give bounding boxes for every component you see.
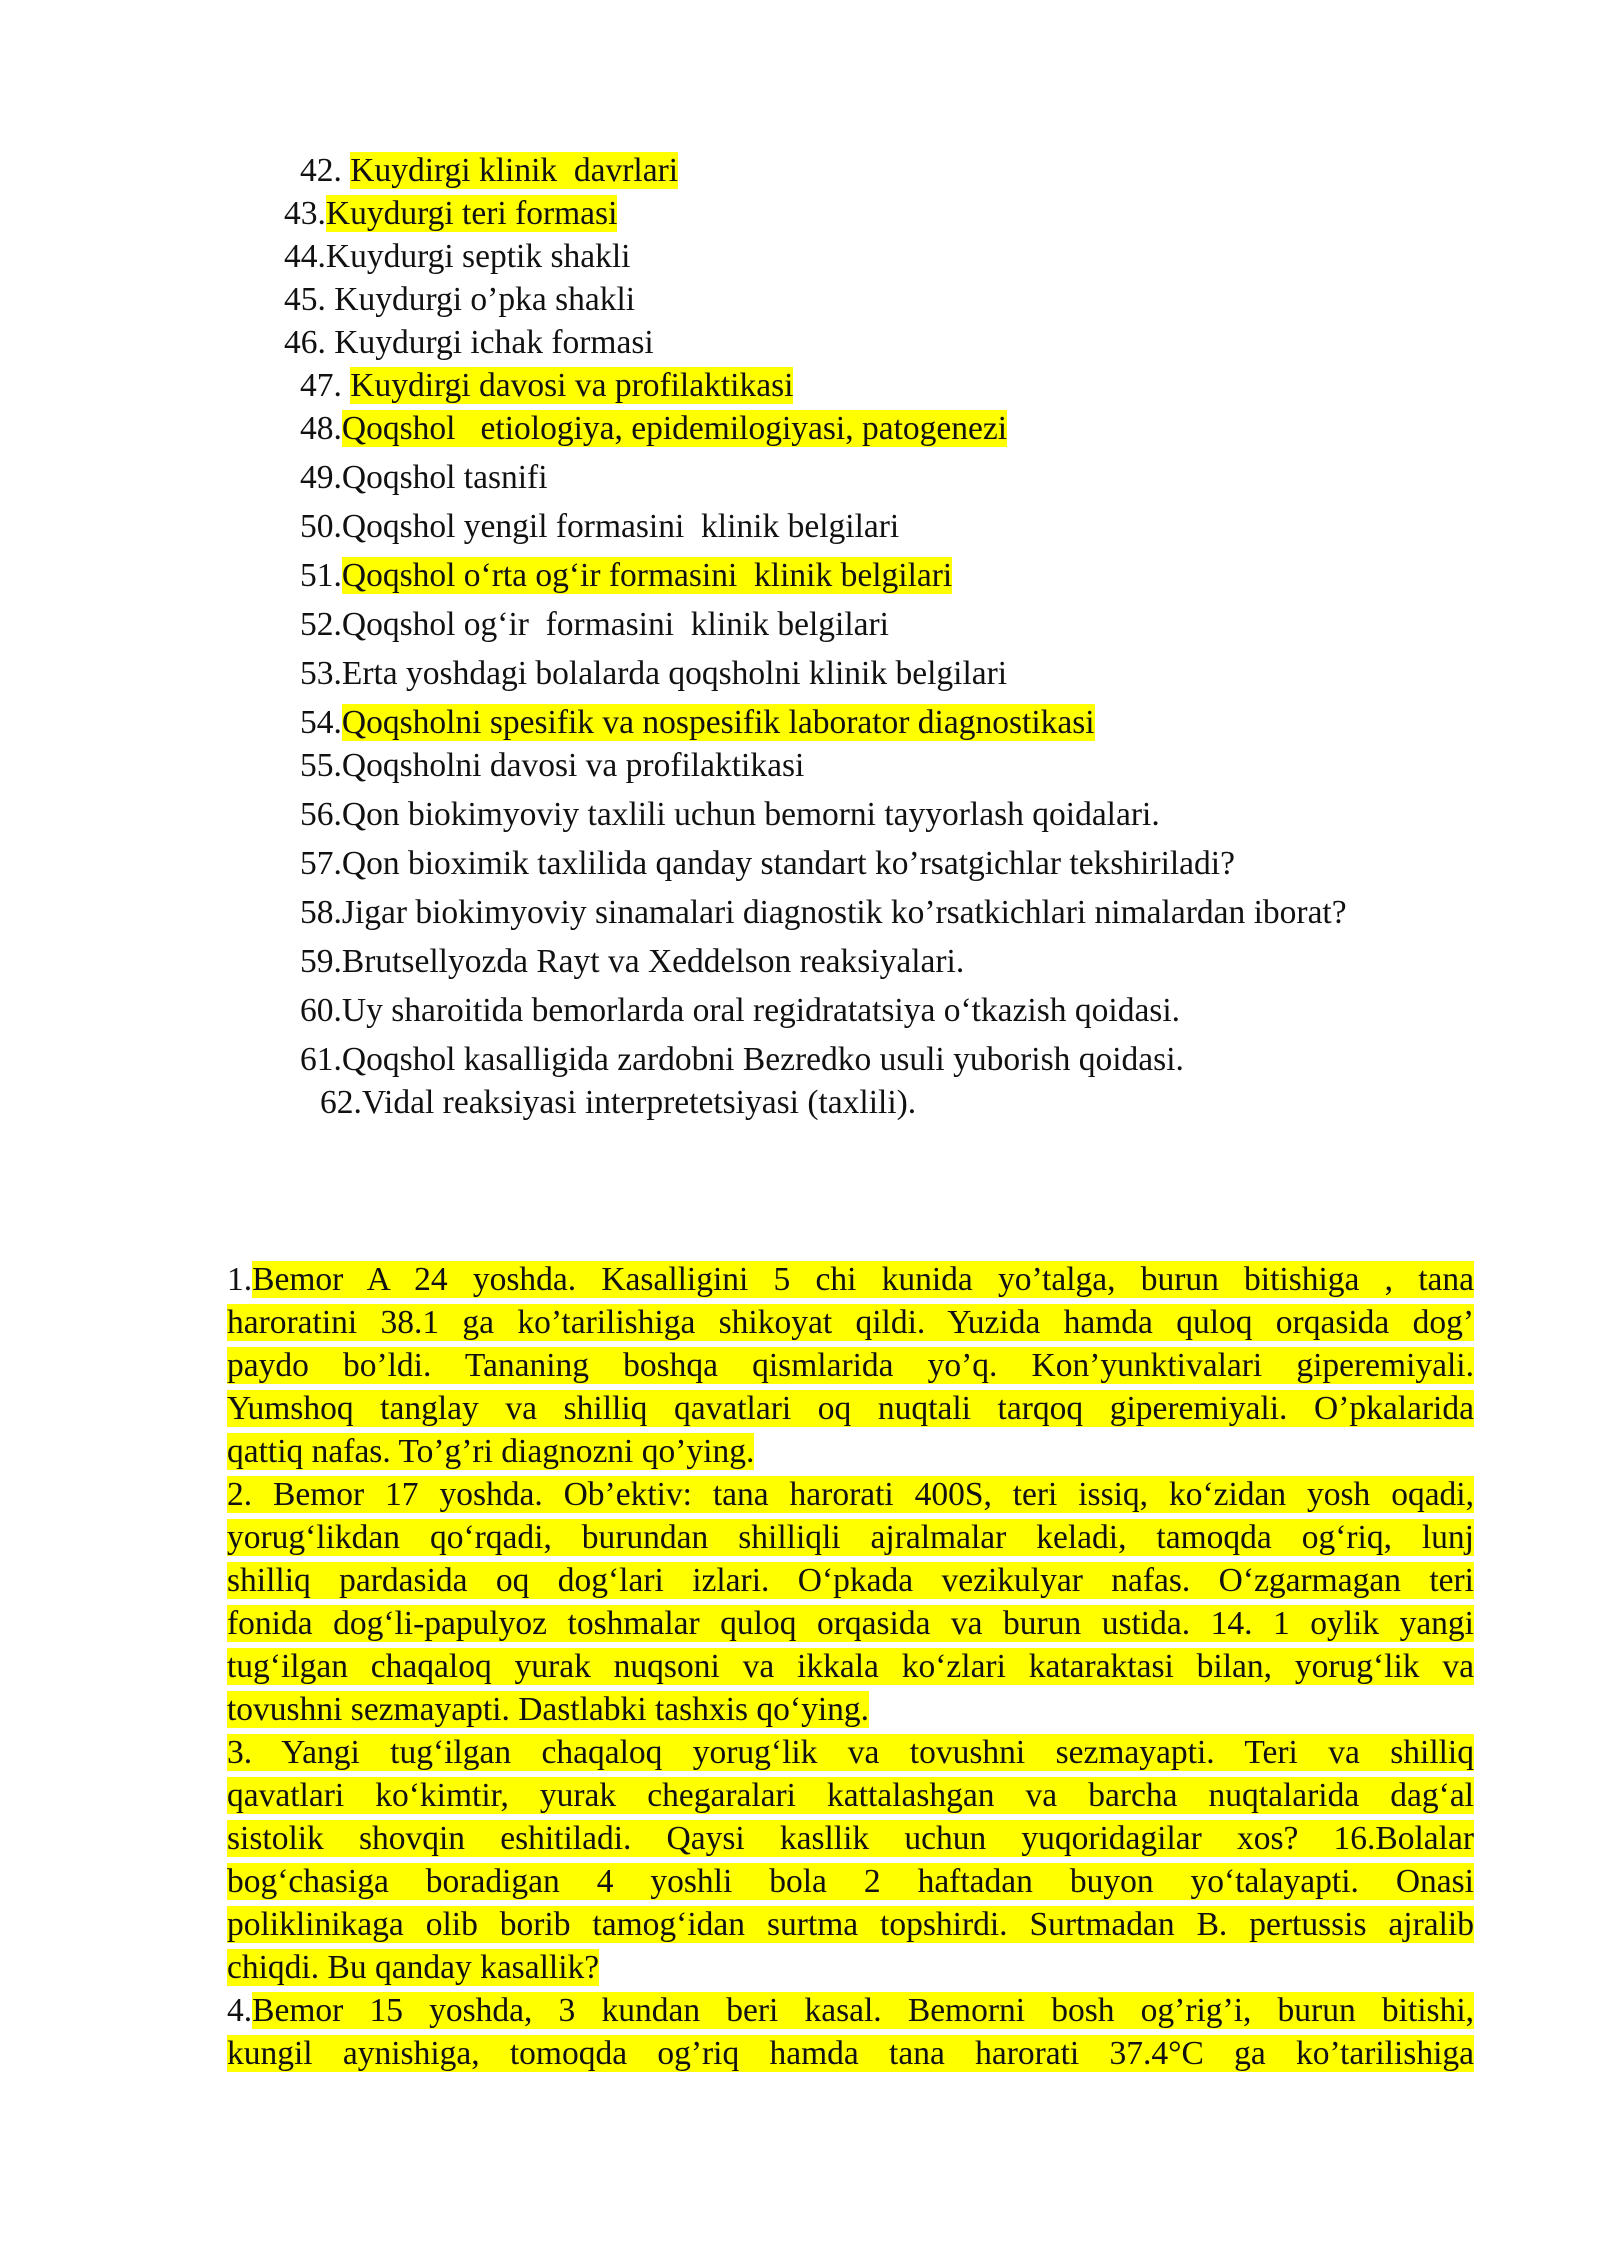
- question-number: 47.: [300, 367, 351, 404]
- case-line: haroratini 38.1 ga ko’tarilishiga shikoyat qildi. Yuzida hamda quloq orqasida dog’: [227, 1304, 1474, 1341]
- case-problems: [227, 1258, 1474, 2075]
- question-text: Qoqshol etiologiya, epidemilogiyasi, patogenezi: [341, 410, 1008, 447]
- question-number: 54.: [300, 704, 342, 741]
- case-line: shilliq pardasida oq dog‘lari izlari. O‘pkada vezikulyar nafas. O‘zgarmagan teri: [227, 1562, 1474, 1599]
- question-text: Uy sharoitida bemorlarda oral regidratatsiya o‘tkazish qoidasi.: [341, 992, 1181, 1029]
- list-item: [320, 1082, 916, 1124]
- list-item: [300, 1039, 1184, 1081]
- question-text: Vidal reaksiyasi interpretetsiyasi (taxlili).: [361, 1084, 917, 1121]
- question-number: 50.: [300, 508, 342, 545]
- question-number: 56.: [300, 796, 342, 833]
- list-item: [300, 506, 899, 548]
- question-number: 45.: [284, 281, 335, 318]
- case-line: paydo bo’ldi. Tananing boshqa qismlarida yo’q. Kon’yunktivalari giperemiyali.: [227, 1347, 1474, 1384]
- case-text: Bemor A 24 yoshda. Kasalligini 5 chi kunida yo’talga, burun bitishiga , tana: [252, 1261, 1474, 1298]
- list-item: [300, 365, 793, 407]
- case-line: poliklinikaga olib borib tamog‘idan surtma topshirdi. Surtmadan B. pertussis ajralib: [227, 1906, 1474, 1943]
- list-item: [284, 236, 630, 278]
- question-number: 61.: [300, 1041, 342, 1078]
- question-text: Qoqsholni spesifik va nospesifik laborator diagnostikasi: [341, 704, 1095, 741]
- case-line: sistolik shovqin eshitiladi. Qaysi kasllik uchun yuqoridagilar xos? 16.Bolalar: [227, 1820, 1474, 1857]
- question-text: Qoqshol kasalligida zardobni Bezredko usuli yuborish qoidasi.: [341, 1041, 1184, 1078]
- case-line: qavatlari ko‘kimtir, yurak chegaralari kattalashgan va barcha nuqtalarida dag‘al: [227, 1777, 1474, 1814]
- question-number: 48.: [300, 410, 342, 447]
- list-item: [300, 408, 1007, 450]
- question-text: Qon biokimyoviy taxlili uchun bemorni tayyorlash qoidalari.: [341, 796, 1160, 833]
- list-item: [300, 892, 1347, 934]
- list-item: [300, 457, 548, 499]
- case-line: kungil aynishiga, tomoqda og’riq hamda tana harorati 37.4°C ga ko’tarilishiga: [227, 2035, 1474, 2072]
- list-item: [284, 193, 617, 235]
- case-line: 3. Yangi tug‘ilgan chaqaloq yorug‘lik va tovushni sezmayapti. Teri va shilliq: [227, 1734, 1474, 1771]
- question-text: Qoqshol og‘ir formasini klinik belgilari: [341, 606, 889, 643]
- case-3: [227, 1731, 1474, 1989]
- list-item: [300, 604, 889, 646]
- question-number: 57.: [300, 845, 342, 882]
- question-number: 60.: [300, 992, 342, 1029]
- question-number: 46.: [284, 324, 335, 361]
- question-text: Kuydurgi o’pka shakli: [334, 281, 636, 318]
- case-number: 4.: [227, 1992, 253, 2029]
- question-number: 52.: [300, 606, 342, 643]
- list-item: [300, 745, 804, 787]
- case-line: tug‘ilgan chaqaloq yurak nuqsoni va ikkala ko‘zlari kataraktasi bilan, yorug‘lik va: [227, 1648, 1474, 1685]
- question-text: Qoqshol yengil formasini klinik belgilari: [341, 508, 900, 545]
- case-text: Bemor 15 yoshda, 3 kundan beri kasal. Bemorni bosh og’rig’i, burun bitishi,: [252, 1992, 1474, 2029]
- question-text: Qon bioximik taxlilida qanday standart ko’rsatgichlar tekshiriladi?: [341, 845, 1235, 882]
- question-text: Brutsellyozda Rayt va Xeddelson reaksiyalari.: [341, 943, 965, 980]
- case-line: [227, 1989, 1474, 2032]
- list-item: [300, 941, 964, 983]
- case-2: [227, 1473, 1474, 1731]
- case-line: bog‘chasiga boradigan 4 yoshli bola 2 haftadan buyon yo‘talayapti. Onasi: [227, 1863, 1474, 1900]
- list-item: [300, 653, 1007, 695]
- question-number: 51.: [300, 557, 342, 594]
- list-item: [284, 279, 635, 321]
- question-number: 42.: [300, 152, 351, 189]
- list-item: [300, 150, 678, 192]
- question-number: 59.: [300, 943, 342, 980]
- case-line: tovushni sezmayapti. Dastlabki tashxis qo‘ying.: [227, 1691, 869, 1728]
- question-text: Jigar biokimyoviy sinamalari diagnostik ko’rsatkichlari nimalardan iborat?: [341, 894, 1347, 931]
- list-item: [300, 794, 1160, 836]
- case-line: yorug‘likdan qo‘rqadi, burundan shilliqli ajralmalar keladi, tamoqda og‘riq, lunj: [227, 1519, 1474, 1556]
- question-number: 53.: [300, 655, 342, 692]
- case-number: 1.: [227, 1261, 253, 1298]
- list-item: [300, 702, 1095, 744]
- question-text: Qoqshol o‘rta og‘ir formasini klinik belgilari: [341, 557, 953, 594]
- question-number: 49.: [300, 459, 342, 496]
- list-item: [300, 843, 1235, 885]
- question-text: Kuydirgi klinik davrlari: [350, 152, 679, 189]
- question-number: 55.: [300, 747, 342, 784]
- list-item: [300, 555, 952, 597]
- question-number: 62.: [320, 1084, 362, 1121]
- question-text: Qoqshol tasnifi: [341, 459, 548, 496]
- question-text: Kuydurgi ichak formasi: [334, 324, 654, 361]
- question-text: Erta yoshdagi bolalarda qoqsholni klinik belgilari: [341, 655, 1008, 692]
- case-line: Yumshoq tanglay va shilliq qavatlari oq nuqtali tarqoq giperemiyali. O’pkalarida: [227, 1390, 1474, 1427]
- list-item: [300, 990, 1180, 1032]
- case-line: 2. Bemor 17 yoshda. Ob’ektiv: tana harorati 400S, teri issiq, ko‘zidan yosh oqadi,: [227, 1476, 1474, 1513]
- question-text: Kuydurgi teri formasi: [325, 195, 618, 232]
- question-number: 58.: [300, 894, 342, 931]
- case-line: fonida dog‘li-papulyoz toshmalar quloq orqasida va burun ustida. 14. 1 oylik yangi: [227, 1605, 1474, 1642]
- question-number: 43.: [284, 195, 326, 232]
- question-number: 44.: [284, 238, 326, 275]
- question-text: Kuydirgi davosi va profilaktikasi: [350, 367, 794, 404]
- question-text: Kuydurgi septik shakli: [325, 238, 631, 275]
- case-line: qattiq nafas. To’g’ri diagnozni qo’ying.: [227, 1433, 755, 1470]
- case-line: chiqdi. Bu qanday kasallik?: [227, 1949, 600, 1986]
- question-text: Qoqsholni davosi va profilaktikasi: [341, 747, 805, 784]
- case-1: [227, 1258, 1474, 1473]
- case-line: [227, 1258, 1474, 1301]
- case-4: [227, 1989, 1474, 2075]
- list-item: [284, 322, 654, 364]
